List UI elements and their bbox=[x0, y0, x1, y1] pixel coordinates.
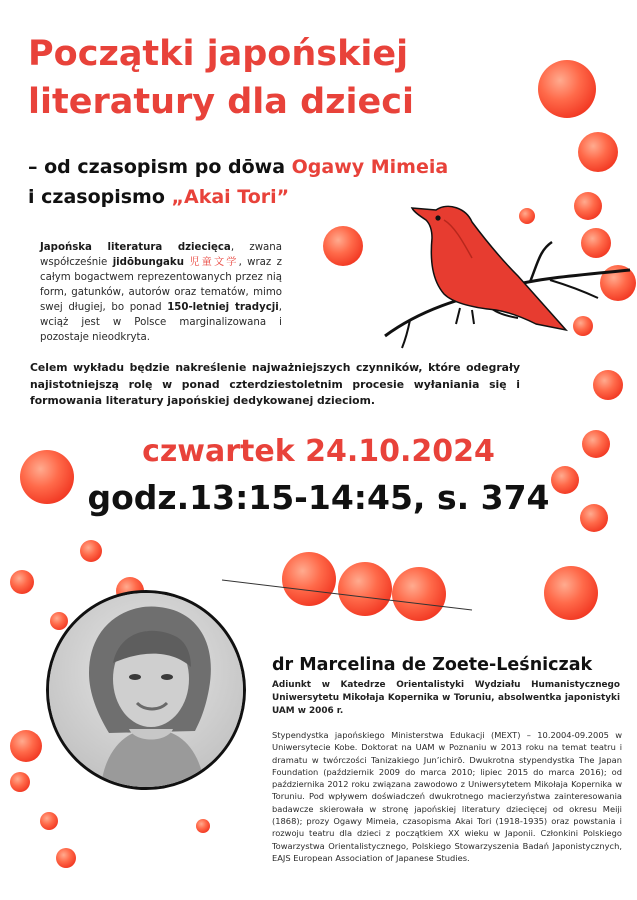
decorative-dot bbox=[593, 370, 623, 400]
title-line-2: literatury dla dzieci bbox=[28, 82, 415, 122]
decorative-dot bbox=[323, 226, 363, 266]
portrait-photo bbox=[49, 593, 243, 787]
intro-kanji: 児童文学 bbox=[183, 257, 239, 268]
intro-text: , wraz z całym bogactwem reprezentowanych przez nią form, gatunków, autorów oraz tematów, mimo swej długiej, bo ponad bbox=[40, 257, 282, 313]
subtitle-part-1: – od czasopism po dōwa bbox=[28, 156, 292, 178]
bird-body bbox=[412, 206, 566, 330]
decorative-dot bbox=[196, 819, 210, 833]
event-time: godz.13:15-14:45, s. 374 bbox=[87, 478, 550, 517]
decorative-dot bbox=[56, 848, 76, 868]
lecture-aim: Celem wykładu będzie nakreślenie najważniejszych czynników, które odegrały najistotniejszą rolę w ponad czterdziestoletnim procesie wyłaniania się i formowania literatury japońskiej dedykowanej dzieciom. bbox=[30, 361, 520, 407]
speaker-affiliation: Adiunkt w Katedrze Orientalistyki Wydziału Humanistycznego Uniwersytetu Mikołaja Kopernika w Toruniu, absolwentka japonistyki UAM w 2006 r. bbox=[272, 680, 620, 716]
speaker-portrait bbox=[46, 590, 246, 790]
red-bird-illustration bbox=[380, 190, 637, 350]
intro-text: , zwana współcześnie bbox=[40, 242, 282, 268]
decorative-dot bbox=[578, 132, 618, 172]
decorative-dot bbox=[544, 566, 598, 620]
decorative-dot bbox=[50, 612, 68, 630]
intro-term-japanese: jidōbungaku bbox=[112, 257, 184, 268]
decorative-dot bbox=[538, 60, 596, 118]
subtitle-part-2: i czasopismo bbox=[28, 186, 172, 208]
subtitle-highlight-2: „Akai Tori” bbox=[171, 186, 290, 208]
intro-highlight: 150-letniej tradycji bbox=[167, 302, 279, 313]
intro-term: Japońska literatura dziecięca bbox=[40, 242, 231, 253]
event-date: czwartek 24.10.2024 bbox=[142, 434, 495, 469]
decorative-dot bbox=[10, 730, 42, 762]
speaker-bio: Stypendystka japońskiego Ministerstwa Edukacji (MEXT) – 10.2004-09.2005 w Uniwersytecie Kobe. Doktorat na UAM w Poznaniu w 2013 roku na temat teatru i dramatu w twórczości Tanizakiego Jun’ichirō. Dwukrotna stypendystka The Japan Foundation (październik 2009 do marca 2010; lipiec 2015 do marca 2016); od października 2012 roku związana zawodowo z Uniwersytetem Mikołaja Kopernika w Toruniu. Pod wpływem doświadczeń dwukrotnego macierzyństwa zainteresowania badawcze skierowała w stronę japońskiej literatury dziecięcej od okresu Meiji (1868); prozy Ogawy Mimeia, czasopisma Akai Tori (1918-1935) oraz powstania i rozwoju teatru dla dzieci z początkiem XX wieku w Japonii. Członkini Polskiego Towarzystwa Orientalistycznego, Polskiego Stowarzyszenia Badań Japonistycznych, EAJS European Association of Japanese Studies. bbox=[272, 730, 622, 863]
decorative-dot bbox=[80, 540, 102, 562]
title-line-1: Początki japońskiej bbox=[28, 34, 409, 74]
intro-text: , wciąż jest w Polsce marginalizowana i pozostaje nieodkryta. bbox=[40, 302, 282, 343]
subtitle-highlight-1: Ogawy Mimeia bbox=[291, 156, 449, 178]
decorative-dot bbox=[10, 570, 34, 594]
decorative-dot bbox=[10, 772, 30, 792]
intro-paragraph bbox=[40, 240, 282, 345]
decorative-line bbox=[220, 570, 480, 620]
speaker-name: dr Marcelina de Zoete-Leśniczak bbox=[272, 655, 593, 675]
page-title bbox=[28, 30, 498, 126]
decorative-dot bbox=[40, 812, 58, 830]
